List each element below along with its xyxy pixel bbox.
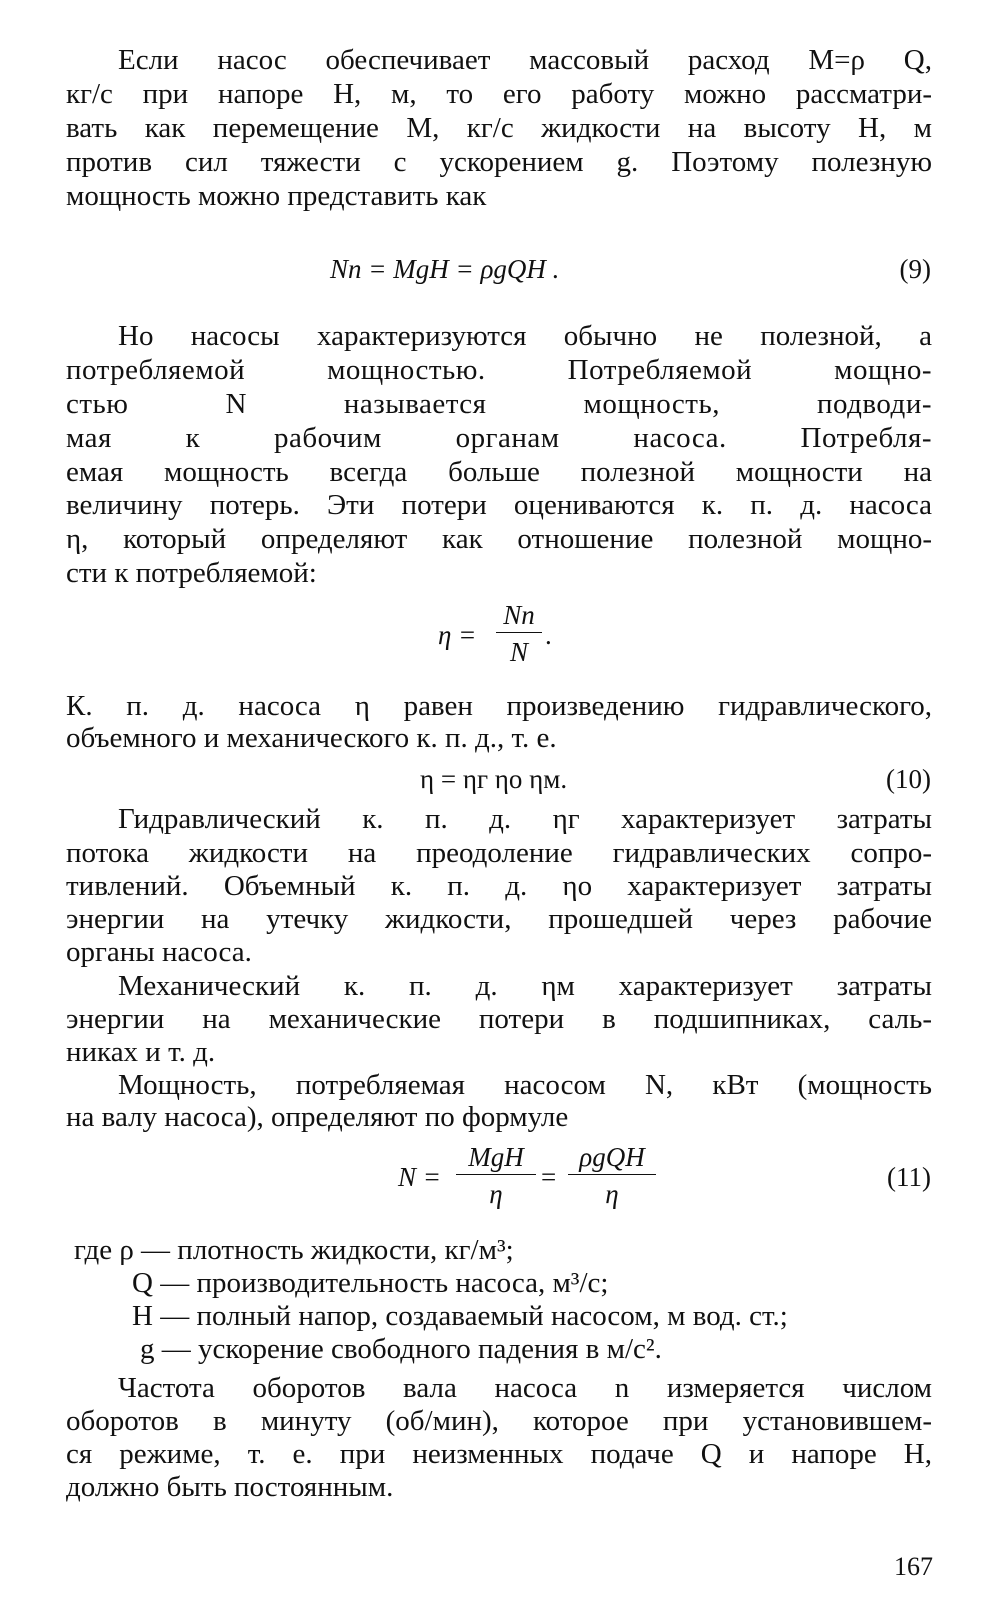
fraction-bar [456,1174,536,1175]
text-line: потребляемой мощностью. Потребляемой мощно- [66,354,932,386]
text-line: вать как перемещение M, кг/с жидкости на высоту H, м [66,112,932,144]
formula-10: η = ηг ηо ηм. [420,764,568,794]
page-number: 167 [894,1552,933,1581]
equation-number-11: (11) [887,1162,931,1192]
definition-line: Q — производительность насоса, м³/с; [132,1267,609,1299]
fraction-bar [496,632,542,633]
fraction-numerator: Nп [503,600,535,630]
fraction-numerator: ρgQH [579,1142,645,1172]
fraction-bar [568,1174,656,1175]
text-line: К. п. д. насоса η равен произведению гидравлического, [66,690,932,722]
text-line: тивлений. Объемный к. п. д. ηо характеризует затраты [66,870,932,902]
text-line: кг/с при напоре H, м, то его работу можно рассматри- [66,78,932,110]
fraction-denominator: η [489,1179,503,1209]
fraction-numerator: MgH [468,1142,524,1172]
formula-11-lhs: N = [398,1162,441,1192]
text-line: энергии на механические потери в подшипниках, саль- [66,1003,932,1035]
formula-11-equals: = [541,1162,557,1192]
text-line: емая мощность всегда больше полезной мощности на [66,456,932,488]
text-line: никах и т. д. [66,1036,216,1068]
text-line: потока жидкости на преодоление гидравлических сопро- [66,837,932,869]
text-line: должно быть постоянным. [66,1471,394,1503]
definition-line: где ρ — плотность жидкости, кг/м³; [74,1234,514,1266]
text-line: Если насос обеспечивает массовый расход M=ρ Q, [118,44,932,76]
fraction-denominator: N [509,637,528,667]
text-line: стью N называется мощность, подводи- [66,388,932,420]
text-line: органы насоса. [66,936,252,968]
text-line: Гидравлический к. п. д. ηг характеризует затраты [118,803,932,835]
text-line: мощность можно представить как [66,180,487,212]
text-line: мая к рабочим органам насоса. Потребля- [66,422,932,454]
text-line: оборотов в минуту (об/мин), которое при установившем- [66,1405,932,1437]
fraction-denominator: η [605,1179,619,1209]
formula-11-fraction-1 [456,1142,536,1209]
text-line: ся режиме, т. е. при неизменных подаче Q и напоре H, [66,1438,932,1470]
formula-eta-lhs: η = [438,620,477,650]
definition-line: g — ускорение свободного падения в м/с². [140,1333,662,1365]
formula-9: Nп = MgH = ρgQH . [330,254,560,284]
definition-line: H — полный напор, создаваемый насосом, м вод. ст.; [132,1300,788,1332]
text-line: Механический к. п. д. ηм характеризует затраты [118,970,932,1002]
text-line: на валу насоса), определяют по формуле [66,1101,569,1133]
equation-number-10: (10) [886,764,931,794]
text-line: η, который определяют как отношение полезной мощно- [66,523,932,555]
text-line: Частота оборотов вала насоса n измеряется числом [118,1372,932,1404]
formula-eta-fraction [496,600,542,667]
formula-eta-period: . [545,620,552,650]
formula-11-fraction-2 [568,1142,656,1209]
text-line: величину потерь. Эти потери оцениваются к. п. д. насоса [66,489,932,521]
equation-number-9: (9) [899,254,931,284]
text-line: Но насосы характеризуются обычно не полезной, а [118,320,932,352]
text-line: Мощность, потребляемая насосом N, кВт (мощность [118,1069,932,1101]
text-line: объемного и механического к. п. д., т. е. [66,722,557,754]
text-line: энергии на утечку жидкости, прошедшей через рабочие [66,903,932,935]
text-line: сти к потребляемой: [66,557,317,589]
text-line: против сил тяжести с ускорением g. Поэтому полезную [66,146,932,178]
